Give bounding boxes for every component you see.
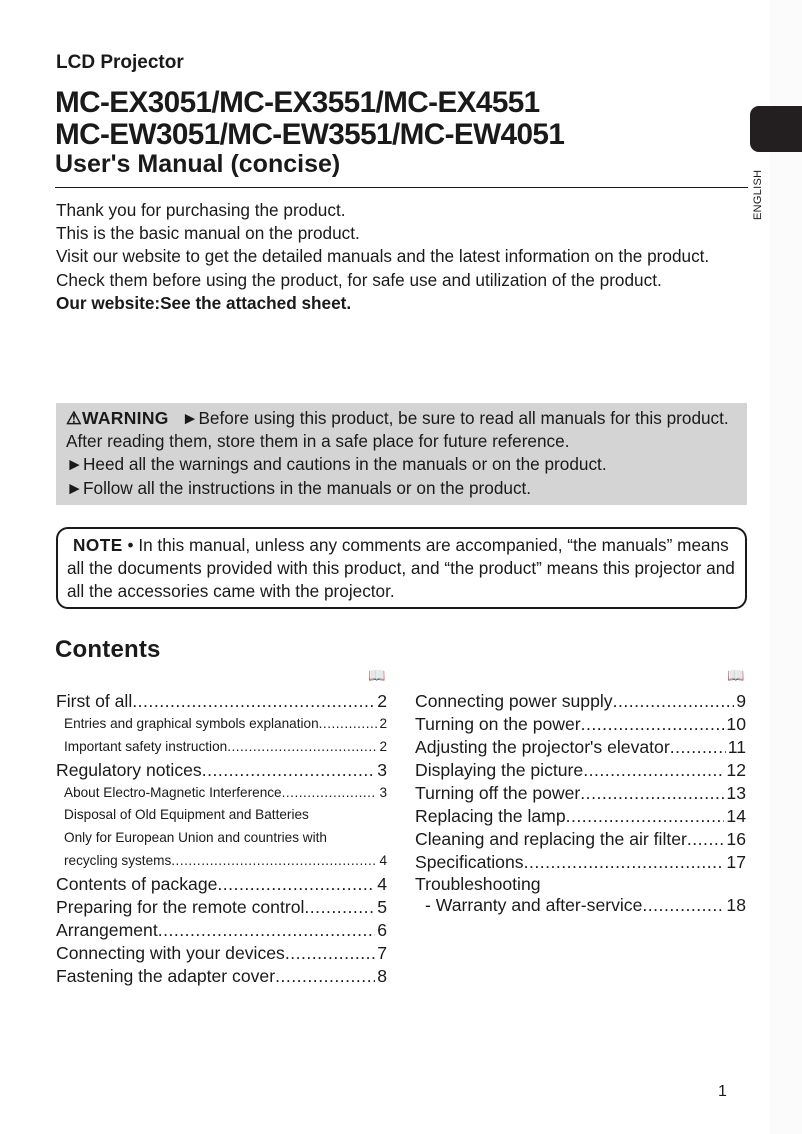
language-label: ENGLISH <box>752 169 764 220</box>
bullet-arrow-icon: ► <box>66 477 84 498</box>
warning-item <box>66 453 737 476</box>
toc-subentry-text: Only for European Union and countries with <box>64 830 327 846</box>
toc-entry[interactable]: Arrangement ..... 6 <box>56 919 387 942</box>
toc-entry[interactable]: Turning off the power ..... 13 <box>415 782 746 805</box>
toc-entry[interactable]: Displaying the picture ..... 12 <box>415 759 746 782</box>
toc-entry[interactable]: First of all ..... 2 <box>56 690 387 713</box>
intro-line: Thank you for purchasing the product. <box>56 200 346 220</box>
intro-line: Check them before using the product, for safe use and utilization of the product. <box>56 269 662 290</box>
warning-item <box>66 407 737 453</box>
bullet-arrow-icon: ► <box>66 454 84 475</box>
warning-text: Follow all the instructions in the manuals or on the product. <box>83 477 532 498</box>
warning-box <box>56 403 747 505</box>
toc-subentry[interactable]: recycling systems ..... 4 <box>56 850 387 873</box>
bullet-arrow-icon: ► <box>181 408 199 428</box>
toc-entry[interactable]: Contents of package ..... 4 <box>56 873 387 896</box>
language-tab <box>750 106 802 152</box>
warning-label: ⚠WARNING <box>66 408 169 428</box>
intro-line: Visit our website to get the detailed manuals and the latest information on the product. <box>56 246 710 267</box>
toc-entry-text: Troubleshooting <box>415 874 541 894</box>
title-divider <box>55 187 748 188</box>
intro-text <box>56 199 746 315</box>
page-number: 1 <box>718 1083 727 1100</box>
intro-line: This is the basic manual on the product. <box>56 223 360 244</box>
toc-entry[interactable]: Cleaning and replacing the air filter ..... 16 <box>415 828 746 851</box>
model-list-line-1: MC-EX3051/MC-EX3551/MC-EX4551 <box>55 86 540 119</box>
toc-subentry[interactable]: About Electro-Magnetic Interference ..... 3 <box>56 782 387 805</box>
contents-heading: Contents <box>55 636 161 663</box>
toc-entry[interactable]: Adjusting the projector's elevator ..... 11 <box>415 736 746 759</box>
note-box <box>56 527 747 609</box>
toc-entry[interactable]: Replacing the lamp ..... 14 <box>415 805 746 828</box>
toc-subentry[interactable]: Important safety instruction ..... 2 <box>56 736 387 759</box>
model-list-line-2: MC-EW3051/MC-EW3551/MC-EW4051 <box>55 118 565 151</box>
product-type: LCD Projector <box>56 52 184 73</box>
toc-entry[interactable]: Connecting power supply ..... 9 <box>415 690 746 713</box>
toc-entry[interactable]: Regulatory notices ..... 3 <box>56 759 387 782</box>
manual-title: User's Manual (concise) <box>55 150 341 178</box>
toc-entry[interactable]: Preparing for the remote control ..... 5 <box>56 896 387 919</box>
toc-subentry[interactable]: Entries and graphical symbols explanation ..... 2 <box>56 713 387 736</box>
toc-entry[interactable]: Specifications ..... 17 <box>415 851 746 874</box>
book-icon: 📖 <box>368 667 386 683</box>
page-margin-strip <box>770 0 802 1134</box>
toc-entry[interactable]: - Warranty and after-service ..... 18 <box>415 894 746 917</box>
warning-text: Before using this product, be sure to read all manuals for this product. After reading them, store them in a safe place for future reference. <box>66 408 729 452</box>
toc-entry[interactable]: Turning on the power ..... 10 <box>415 713 746 736</box>
toc-subentry-text: Disposal of Old Equipment and Batteries <box>64 807 309 823</box>
toc-left-column <box>56 690 387 988</box>
book-icon: 📖 <box>727 667 745 683</box>
toc-right-column <box>415 690 746 917</box>
warning-item <box>66 477 737 500</box>
warning-text: Heed all the warnings and cautions in the manuals or on the product. <box>83 454 607 475</box>
note-text: • In this manual, unless any comments are accompanied, “the manuals” means all the documents provided with this product, and “the product” means this projector and all the accessories came with the projector. <box>67 535 735 602</box>
toc-entry[interactable]: Connecting with your devices ..... 7 <box>56 942 387 965</box>
toc-entry[interactable]: Fastening the adapter cover ..... 8 <box>56 965 387 988</box>
note-label: NOTE <box>73 535 123 555</box>
website-note: Our website:See the attached sheet. <box>56 292 352 313</box>
